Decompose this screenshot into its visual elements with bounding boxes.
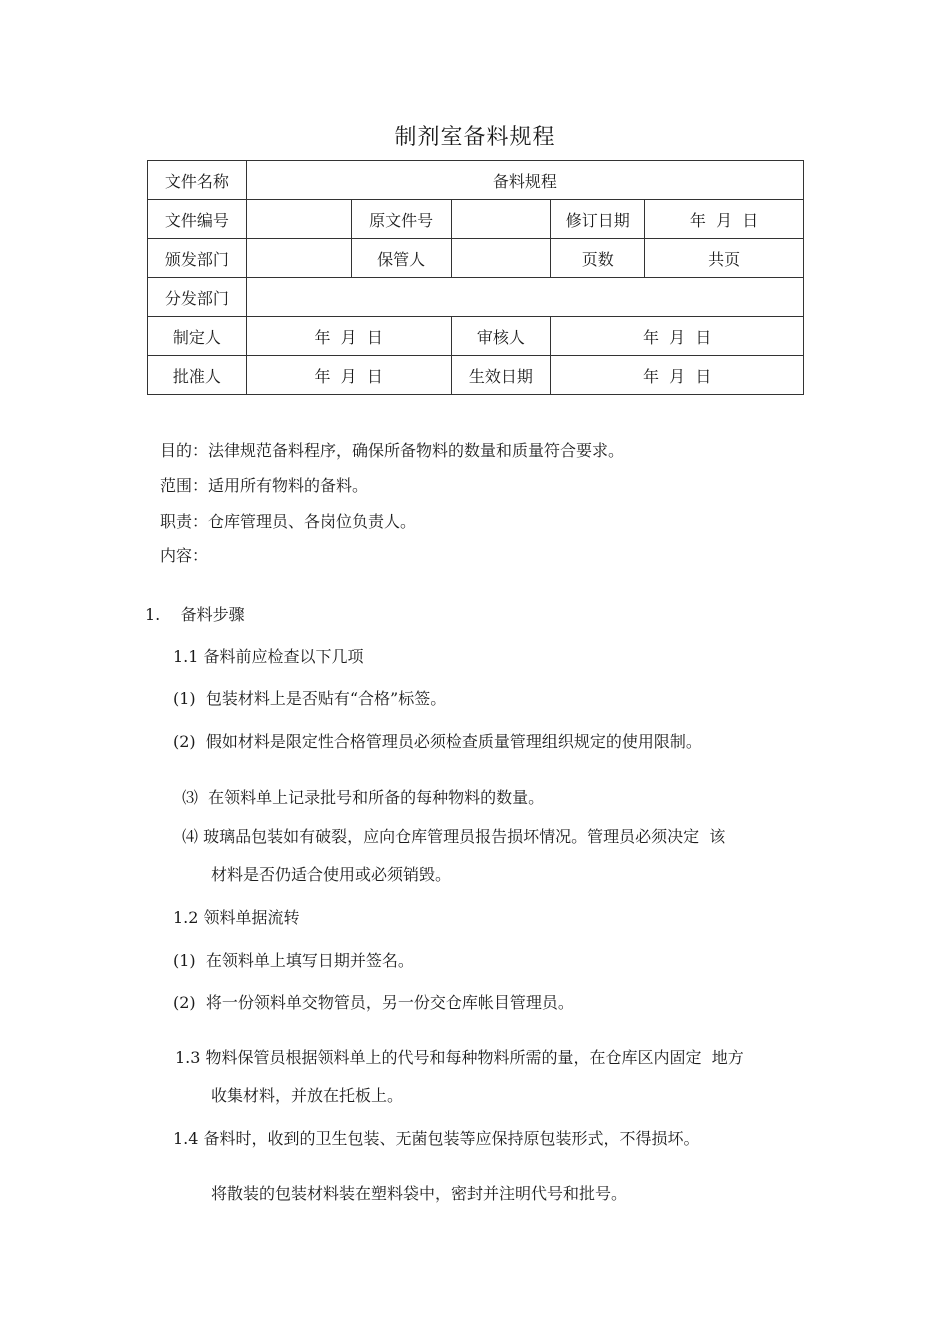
value-doc-name: 备料规程 [246, 161, 803, 200]
value-distribution-dept [246, 278, 803, 317]
label-distribution-dept: 分发部门 [148, 278, 247, 317]
label-issuing-dept: 颁发部门 [148, 239, 247, 278]
value-approver-date: 年 月 日 [246, 356, 451, 395]
section-1-4-continuation: 将散装的包装材料装在塑料袋中，密封并注明代号和批号。 [211, 1184, 628, 1203]
table-row [148, 161, 804, 200]
list-item: (1) 包装材料上是否贴有“合格”标签。 [173, 689, 447, 708]
duty-text: 职责：仓库管理员、各岗位负责人。 [160, 512, 417, 531]
label-custodian: 保管人 [351, 239, 451, 278]
section-1-3-continuation: 收集材料，并放在托板上。 [211, 1086, 404, 1105]
value-page-count: 共页 [645, 239, 804, 278]
label-drafter: 制定人 [148, 317, 247, 356]
value-orig-doc-number [451, 200, 551, 239]
label-doc-name: 文件名称 [148, 161, 247, 200]
label-orig-doc-number: 原文件号 [351, 200, 451, 239]
value-issuing-dept [246, 239, 351, 278]
section-1-1-heading: 1.1 备料前应检查以下几项 [173, 647, 364, 666]
table-row [148, 239, 804, 278]
value-doc-number [246, 200, 351, 239]
value-revision-date: 年 月 日 [645, 200, 804, 239]
table-row [148, 317, 804, 356]
table-row [148, 278, 804, 317]
label-revision-date: 修订日期 [551, 200, 645, 239]
list-item: ⑷ 玻璃品包装如有破裂，应向仓库管理员报告损坏情况。管理员必须决定 该 [182, 827, 726, 846]
section-1-3-text: 1.3 物料保管员根据领料单上的代号和每种物料所需的量，在仓库区内固定 地方 [175, 1048, 744, 1067]
label-reviewer: 审核人 [451, 317, 551, 356]
value-reviewer-date: 年 月 日 [551, 317, 804, 356]
document-info-table [147, 160, 804, 395]
list-item-continuation: 材料是否仍适合使用或必须销毁。 [211, 865, 452, 884]
list-item: (1) 在领料单上填写日期并签名。 [173, 951, 414, 970]
label-effective-date: 生效日期 [451, 356, 551, 395]
content-heading: 内容： [160, 546, 209, 565]
list-item: (2) 将一份领料单交物管员，另一份交仓库帐目管理员。 [173, 993, 574, 1012]
table-row [148, 200, 804, 239]
label-page-count: 页数 [551, 239, 645, 278]
value-drafter-date: 年 月 日 [246, 317, 451, 356]
label-approver: 批准人 [148, 356, 247, 395]
table-row [148, 356, 804, 395]
label-doc-number: 文件编号 [148, 200, 247, 239]
section-1-2-heading: 1.2 领料单据流转 [173, 908, 300, 927]
page-title: 制剂室备料规程 [394, 125, 556, 150]
list-item: ⑶ 在领料单上记录批号和所备的每种物料的数量。 [182, 788, 545, 807]
section-1-heading: 1. 备料步骤 [145, 605, 245, 624]
value-custodian [451, 239, 551, 278]
list-item: (2) 假如材料是限定性合格管理员必须检查质量管理组织规定的使用限制。 [173, 732, 702, 751]
value-effective-date: 年 月 日 [551, 356, 804, 395]
purpose-text: 目的：法律规范备料程序，确保所备物料的数量和质量符合要求。 [160, 441, 625, 460]
section-1-4-text: 1.4 备料时，收到的卫生包装、无菌包装等应保持原包装形式，不得损坏。 [173, 1129, 700, 1148]
scope-text: 范围：适用所有物料的备料。 [160, 476, 369, 495]
